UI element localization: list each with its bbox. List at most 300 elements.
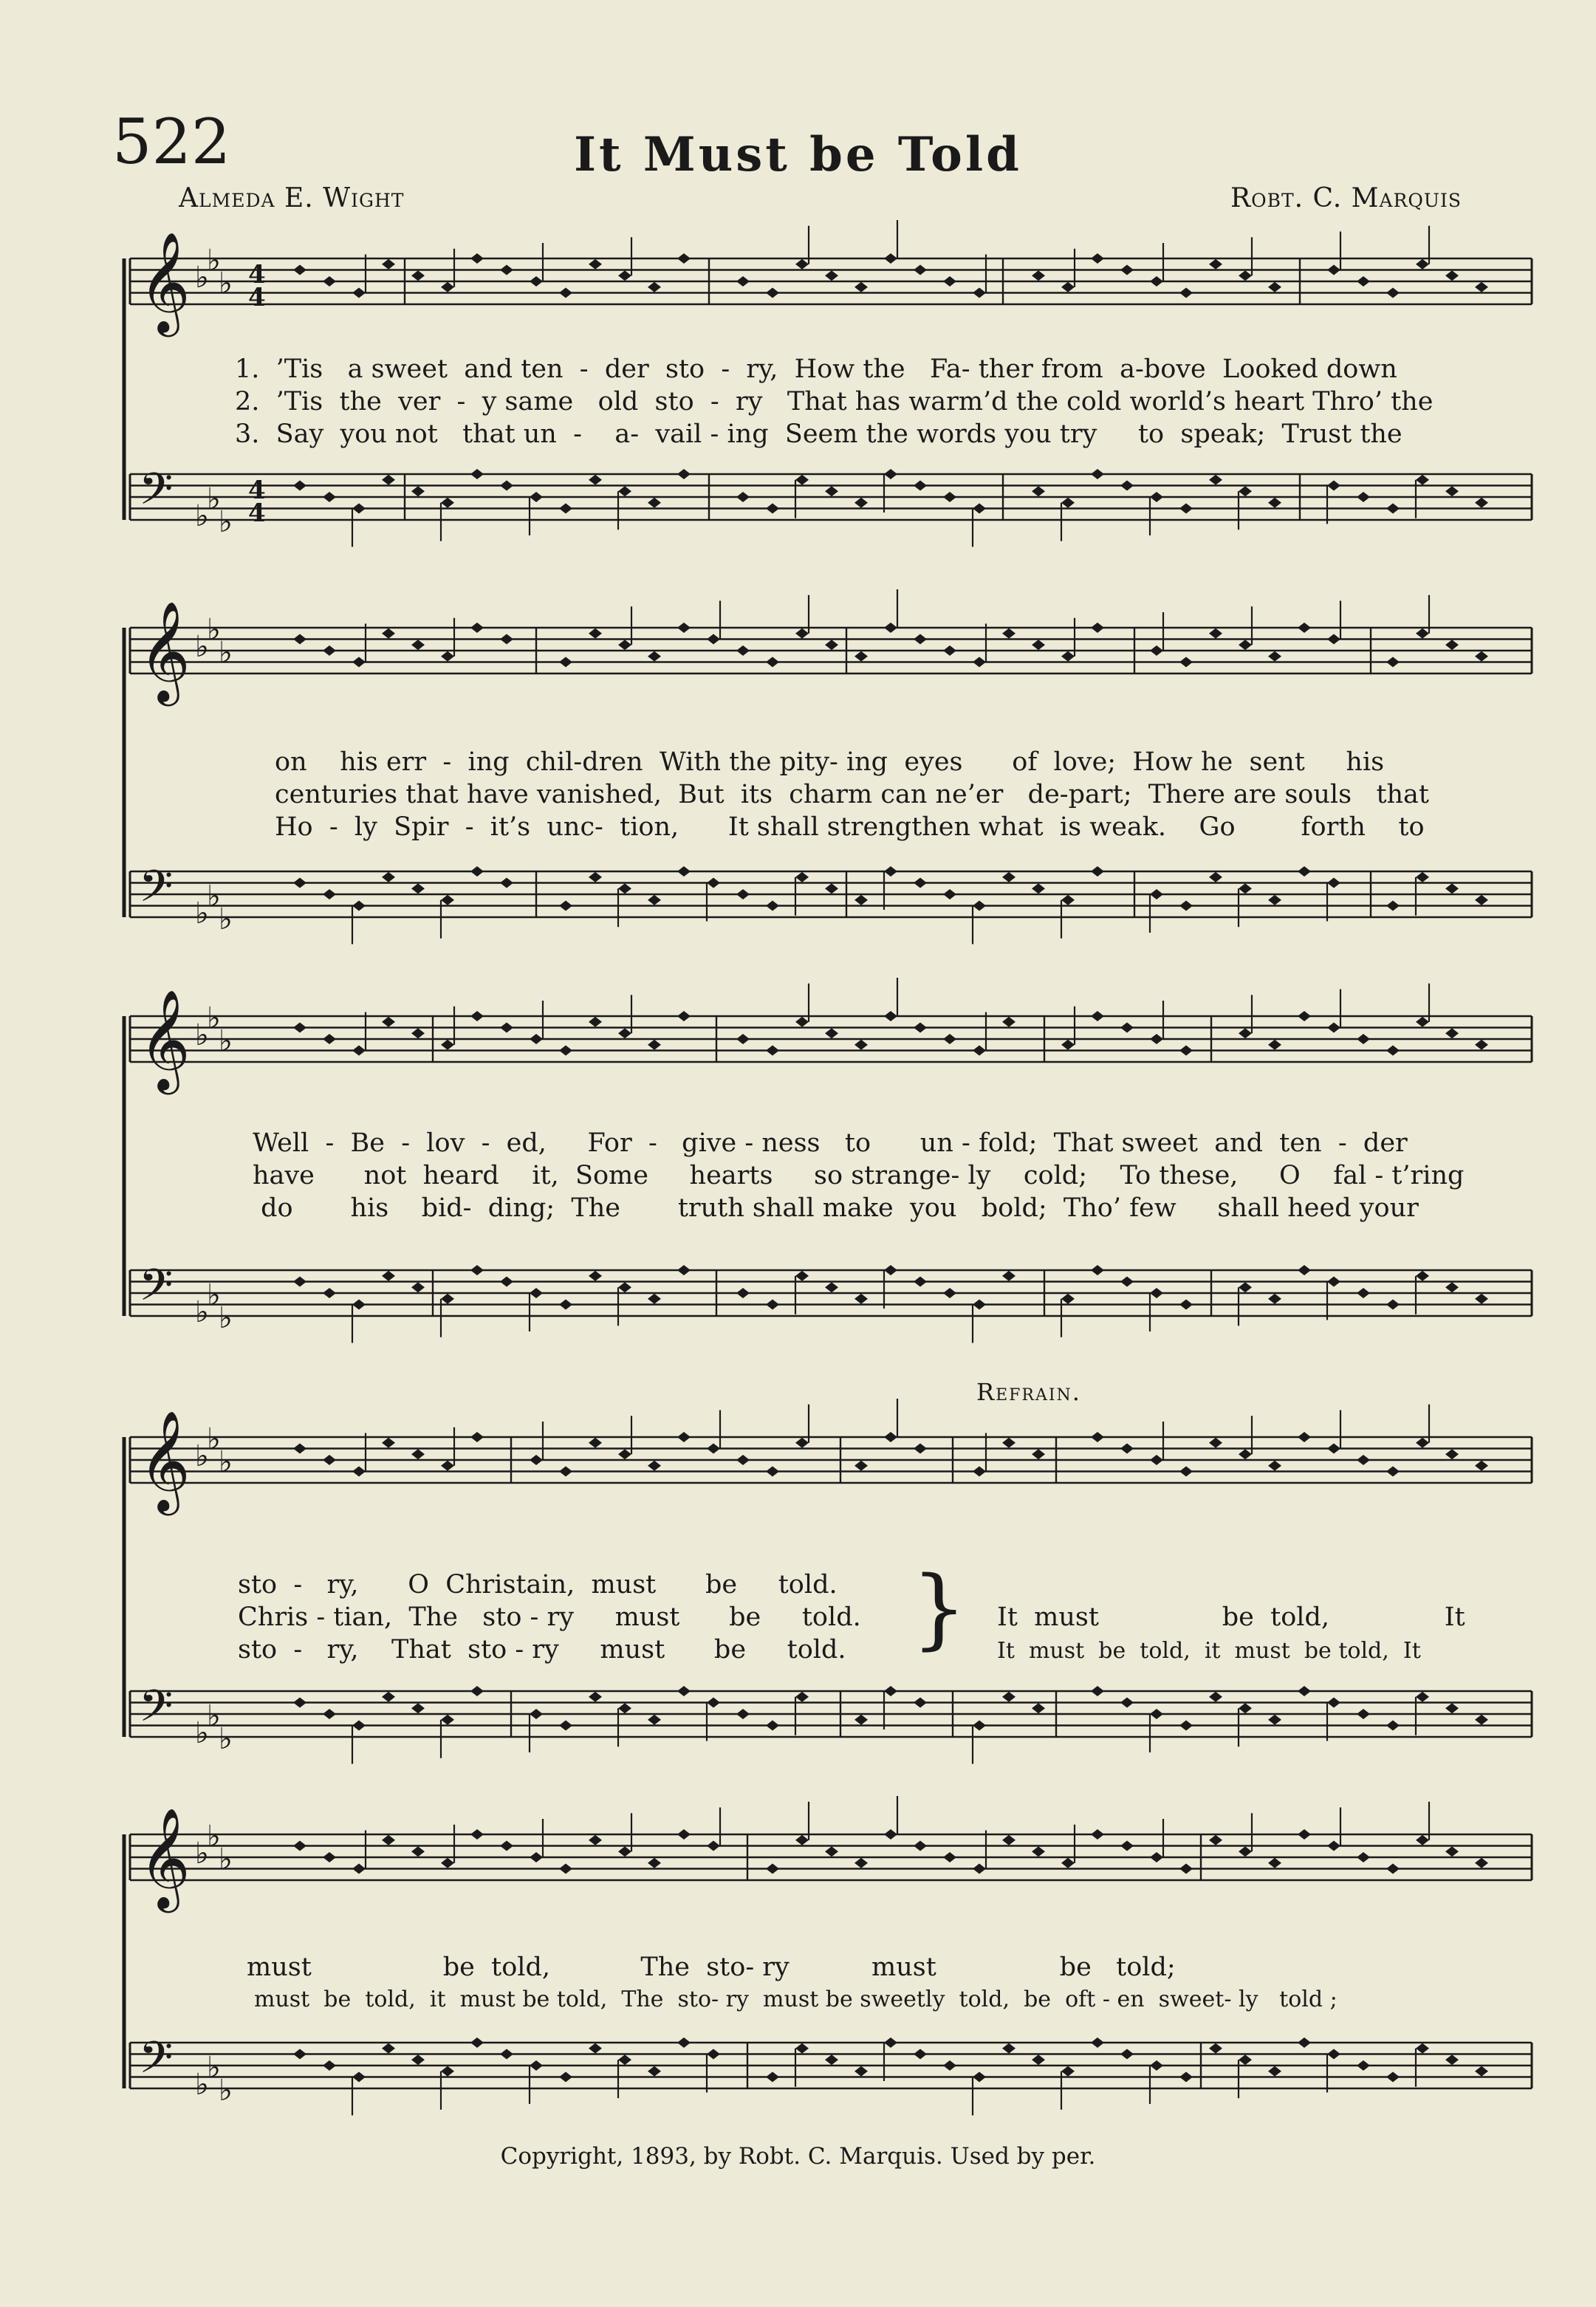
note-head	[825, 2054, 838, 2065]
note-head	[323, 492, 336, 502]
note-head	[530, 276, 543, 287]
note-head	[1386, 504, 1400, 514]
note-head	[411, 1703, 425, 1713]
note-head	[470, 253, 484, 264]
note-head	[589, 1271, 602, 1281]
lyric-verse-1: sto - ry, O Christain, must be told.	[238, 1570, 838, 1600]
note-head	[1179, 1046, 1193, 1056]
flat-icon: ♭	[207, 612, 221, 647]
note-head	[441, 2066, 454, 2077]
note-head	[1445, 2054, 1459, 2065]
note-head	[382, 1692, 395, 1702]
note-head	[1327, 1444, 1340, 1454]
note-head	[766, 1046, 779, 1056]
refrain-lyric-melody: must be told, The sto- ry must be told;	[247, 1953, 1176, 1982]
note-head	[648, 1858, 661, 1868]
note-head	[293, 481, 306, 491]
note-head	[854, 1715, 868, 1725]
flat-icon: ♭	[207, 243, 221, 278]
flat-icon: ♭	[219, 504, 233, 539]
note-head	[1416, 872, 1429, 882]
note-head	[648, 651, 661, 662]
note-head	[973, 288, 986, 298]
note-head	[973, 504, 986, 514]
note-head	[648, 1294, 661, 1304]
note-head	[766, 657, 779, 668]
flat-icon: ♭	[195, 1295, 209, 1329]
note-head	[1298, 623, 1311, 633]
note-head	[1239, 1449, 1252, 1459]
note-head	[589, 628, 602, 639]
note-head	[973, 657, 986, 668]
note-head	[1091, 469, 1104, 479]
note-head	[1032, 486, 1045, 496]
note-head	[323, 889, 336, 899]
note-head	[559, 504, 572, 514]
note-head	[914, 1277, 927, 1287]
note-head	[1061, 2066, 1075, 2077]
lyric-verse-2: centuries that have vanished, But its charm can ne’er de-part; There are souls that	[275, 780, 1429, 809]
flat-icon: ♭	[207, 1278, 221, 1312]
flat-icon: ♭	[195, 1018, 209, 1052]
note-head	[352, 1467, 366, 1477]
note-head	[1061, 1294, 1075, 1304]
note-head	[1357, 1709, 1370, 1719]
treble-clef-icon: 𝄞	[139, 1409, 191, 1511]
note-head	[1032, 640, 1045, 650]
note-head	[470, 2037, 484, 2048]
note-head	[411, 640, 425, 650]
note-head	[1120, 1841, 1134, 1851]
note-head	[825, 1846, 838, 1857]
note-head	[1150, 2060, 1163, 2071]
note-head	[500, 481, 513, 491]
note-head	[914, 481, 927, 491]
note-head	[1091, 1011, 1104, 1021]
note-head	[352, 901, 366, 911]
note-head	[825, 270, 838, 281]
note-head	[589, 1835, 602, 1845]
note-head	[1475, 1715, 1488, 1725]
note-head	[1150, 1852, 1163, 1862]
note-head	[559, 1300, 572, 1310]
note-head	[1268, 282, 1281, 292]
note-head	[1120, 265, 1134, 275]
note-head	[884, 253, 897, 264]
note-head	[352, 2072, 366, 2083]
note-head	[1091, 1829, 1104, 1840]
note-head	[1268, 895, 1281, 905]
lyric-verse-3: Ho - ly Spir - it’s unc- tion, It shall strengthen what is weak. Go forth to	[275, 812, 1425, 842]
note-head	[707, 1444, 720, 1454]
note-head	[766, 1721, 779, 1731]
note-head	[1475, 498, 1488, 508]
note-head	[382, 1438, 395, 1448]
note-head	[1239, 2054, 1252, 2065]
bass-clef-icon: 𝄢	[139, 2032, 174, 2094]
verse-brace: }	[911, 1557, 967, 1659]
note-head	[1268, 1858, 1281, 1868]
note-head	[1268, 498, 1281, 508]
note-head	[884, 1686, 897, 1696]
note-head	[352, 288, 366, 298]
note-head	[589, 475, 602, 485]
note-head	[530, 1455, 543, 1465]
note-head	[914, 2049, 927, 2060]
note-head	[766, 901, 779, 911]
note-head	[677, 1829, 691, 1840]
note-head	[618, 1449, 631, 1459]
note-head	[1298, 866, 1311, 877]
note-head	[707, 634, 720, 645]
note-head	[470, 623, 484, 633]
note-head	[1120, 481, 1134, 491]
flat-icon: ♭	[195, 630, 209, 664]
hymn-title: It Must be Told	[574, 127, 1022, 182]
note-head	[943, 889, 956, 899]
note-head	[766, 288, 779, 298]
note-head	[352, 657, 366, 668]
note-head	[382, 628, 395, 639]
note-head	[1091, 1432, 1104, 1442]
note-head	[1298, 2037, 1311, 2048]
note-head	[914, 265, 927, 275]
note-head	[441, 1040, 454, 1050]
note-head	[441, 1858, 454, 1868]
note-head	[1091, 253, 1104, 264]
refrain-lyric-bass: It must be told, it must be told, It	[997, 1638, 1421, 1664]
note-head	[382, 259, 395, 270]
note-head	[500, 878, 513, 888]
note-head	[766, 1300, 779, 1310]
note-head	[293, 1841, 306, 1851]
note-head	[1150, 1034, 1163, 1044]
note-head	[1150, 492, 1163, 502]
refrain-lyric-bass: must be told, it must be told, The sto- ry must be sweetly told, be oft - en sweet- ly told ;	[254, 1987, 1338, 2012]
note-head	[795, 259, 809, 270]
note-head	[1298, 1829, 1311, 1840]
treble-clef-icon: 𝄞	[139, 230, 191, 332]
note-head	[677, 469, 691, 479]
note-head	[1209, 2043, 1222, 2054]
note-head	[352, 1046, 366, 1056]
note-head	[854, 895, 868, 905]
note-head	[1445, 640, 1459, 650]
note-head	[1416, 1835, 1429, 1845]
note-head	[618, 486, 631, 496]
note-head	[411, 486, 425, 496]
note-head	[1032, 1846, 1045, 1857]
flat-icon: ♭	[219, 902, 233, 936]
note-head	[1268, 1294, 1281, 1304]
note-head	[411, 1282, 425, 1292]
note-head	[1298, 1265, 1311, 1275]
note-head	[441, 1461, 454, 1471]
note-head	[1179, 1864, 1193, 1874]
treble-clef-icon: 𝄞	[139, 1806, 191, 1908]
note-head	[323, 1288, 336, 1298]
refrain-lyric-melody: It must be told, It	[997, 1602, 1465, 1632]
note-head	[382, 872, 395, 882]
note-head	[1475, 2066, 1488, 2077]
note-head	[352, 1864, 366, 1874]
note-head	[382, 475, 395, 485]
note-head	[795, 1271, 809, 1281]
note-head	[1179, 2072, 1193, 2083]
note-head	[1327, 878, 1340, 888]
note-head	[1475, 651, 1488, 662]
note-head	[973, 1721, 986, 1731]
note-head	[411, 1449, 425, 1459]
note-head	[323, 2060, 336, 2071]
note-head	[1239, 270, 1252, 281]
flat-icon: ♭	[207, 1698, 221, 1733]
copyright-notice: Copyright, 1893, by Robt. C. Marquis. Used by per.	[500, 2143, 1096, 2170]
note-head	[323, 1034, 336, 1044]
note-head	[618, 270, 631, 281]
composer-credit: Robt. C. Marquis	[1230, 183, 1462, 213]
note-head	[618, 640, 631, 650]
note-head	[1179, 1467, 1193, 1477]
note-head	[795, 872, 809, 882]
note-head	[1386, 1864, 1400, 1874]
note-head	[441, 498, 454, 508]
note-head	[441, 895, 454, 905]
note-head	[1445, 883, 1459, 894]
lyric-verse-1: Well - Be - lov - ed, For - give - ness to un - fold; That sweet and ten - der	[253, 1128, 1408, 1158]
note-head	[1327, 481, 1340, 491]
note-head	[1239, 883, 1252, 894]
note-head	[470, 1686, 484, 1696]
note-head	[1061, 1040, 1075, 1050]
note-head	[884, 866, 897, 877]
note-head	[618, 1846, 631, 1857]
bass-clef-icon: 𝄢	[139, 463, 174, 525]
note-head	[854, 282, 868, 292]
flat-icon: ♭	[195, 2068, 209, 2102]
note-head	[1386, 1046, 1400, 1056]
note-head	[559, 1046, 572, 1056]
note-head	[589, 1692, 602, 1702]
note-head	[323, 1709, 336, 1719]
note-head	[1209, 872, 1222, 882]
note-head	[1150, 645, 1163, 656]
note-head	[677, 2037, 691, 2048]
note-head	[1416, 475, 1429, 485]
note-head	[1416, 2043, 1429, 2054]
note-head	[1327, 1698, 1340, 1708]
note-head	[411, 883, 425, 894]
note-head	[1209, 628, 1222, 639]
note-head	[323, 645, 336, 656]
note-head	[1239, 1028, 1252, 1038]
note-head	[884, 1265, 897, 1275]
note-head	[1179, 504, 1193, 514]
note-head	[293, 1277, 306, 1287]
bass-clef-icon: 𝄢	[139, 860, 174, 922]
note-head	[1002, 628, 1016, 639]
note-head	[1091, 1686, 1104, 1696]
note-head	[1416, 1017, 1429, 1027]
note-head	[1150, 1288, 1163, 1298]
note-head	[943, 645, 956, 656]
note-head	[766, 2072, 779, 2083]
note-head	[470, 1265, 484, 1275]
note-head	[736, 1455, 750, 1465]
flat-icon: ♭	[219, 635, 233, 670]
flat-icon: ♭	[207, 1422, 221, 1456]
note-head	[854, 1294, 868, 1304]
note-head	[1209, 1692, 1222, 1702]
note-head	[1416, 259, 1429, 270]
note-head	[1327, 265, 1340, 275]
note-head	[382, 2043, 395, 2054]
note-head	[1150, 276, 1163, 287]
note-head	[1327, 634, 1340, 645]
note-head	[973, 1467, 986, 1477]
note-head	[470, 469, 484, 479]
flat-icon: ♭	[207, 2050, 221, 2085]
author-credit: Almeda E. Wight	[179, 183, 405, 213]
note-head	[943, 276, 956, 287]
flat-icon: ♭	[195, 1716, 209, 1750]
note-head	[1120, 1698, 1134, 1708]
note-head	[1327, 1277, 1340, 1287]
note-head	[1445, 1028, 1459, 1038]
note-head	[1061, 282, 1075, 292]
note-head	[766, 504, 779, 514]
note-head	[648, 498, 661, 508]
note-head	[352, 1721, 366, 1731]
note-head	[293, 634, 306, 645]
note-head	[1357, 1852, 1370, 1862]
note-head	[736, 1288, 750, 1298]
note-head	[382, 1835, 395, 1845]
note-head	[943, 1852, 956, 1862]
note-head	[470, 866, 484, 877]
note-head	[1061, 1858, 1075, 1868]
note-head	[1239, 486, 1252, 496]
note-head	[1386, 901, 1400, 911]
note-head	[736, 492, 750, 502]
note-head	[618, 2054, 631, 2065]
note-head	[559, 2072, 572, 2083]
note-head	[973, 1046, 986, 1056]
note-head	[1032, 883, 1045, 894]
note-head	[1475, 1040, 1488, 1050]
note-head	[1445, 1703, 1459, 1713]
note-head	[1386, 1300, 1400, 1310]
note-head	[1445, 1846, 1459, 1857]
note-head	[1268, 1715, 1281, 1725]
note-head	[500, 634, 513, 645]
note-head	[943, 1288, 956, 1298]
note-head	[707, 1841, 720, 1851]
note-head	[736, 276, 750, 287]
note-head	[1357, 1034, 1370, 1044]
lyric-verse-3: 3. Say you not that un - a- vail - ing Seem the words you try to speak; Trust the	[235, 419, 1403, 449]
note-head	[1091, 2037, 1104, 2048]
note-head	[618, 1282, 631, 1292]
note-head	[1357, 2060, 1370, 2071]
note-head	[441, 1715, 454, 1725]
note-head	[352, 504, 366, 514]
note-head	[530, 1852, 543, 1862]
note-head	[530, 1709, 543, 1719]
note-head	[825, 1282, 838, 1292]
note-head	[707, 1698, 720, 1708]
bass-clef-icon: 𝄢	[139, 1680, 174, 1742]
note-head	[1209, 475, 1222, 485]
note-head	[884, 469, 897, 479]
note-head	[766, 1864, 779, 1874]
note-head	[914, 1841, 927, 1851]
note-head	[411, 1846, 425, 1857]
note-head	[1386, 288, 1400, 298]
note-head	[559, 901, 572, 911]
note-head	[1445, 1282, 1459, 1292]
note-head	[1002, 872, 1016, 882]
flat-icon: ♭	[219, 2073, 233, 2108]
note-head	[1327, 1023, 1340, 1033]
note-head	[1120, 1444, 1134, 1454]
note-head	[914, 1023, 927, 1033]
bass-clef-icon: 𝄢	[139, 1259, 174, 1321]
note-head	[1179, 1300, 1193, 1310]
note-head	[500, 1841, 513, 1851]
flat-icon: ♭	[195, 1439, 209, 1473]
flat-icon: ♭	[195, 499, 209, 533]
note-head	[559, 657, 572, 668]
lyric-verse-1: 1. ’Tis a sweet and ten - der sto - ry, How the Fa- ther from a-bove Looked down	[235, 354, 1397, 384]
flat-icon: ♭	[207, 1819, 221, 1854]
flat-icon: ♭	[219, 1024, 233, 1058]
note-head	[677, 866, 691, 877]
note-head	[884, 1432, 897, 1442]
note-head	[1209, 1835, 1222, 1845]
note-head	[1061, 498, 1075, 508]
note-head	[1120, 2049, 1134, 2060]
note-head	[1150, 1709, 1163, 1719]
note-head	[677, 623, 691, 633]
note-head	[854, 1040, 868, 1050]
note-head	[1268, 1461, 1281, 1471]
note-head	[677, 1265, 691, 1275]
note-head	[854, 1461, 868, 1471]
note-head	[1179, 288, 1193, 298]
note-head	[795, 2043, 809, 2054]
note-head	[1150, 889, 1163, 899]
note-head	[530, 1034, 543, 1044]
note-head	[1239, 1282, 1252, 1292]
note-head	[973, 1864, 986, 1874]
note-head	[854, 2066, 868, 2077]
note-head	[736, 645, 750, 656]
note-head	[1416, 628, 1429, 639]
note-head	[1239, 1846, 1252, 1857]
flat-icon: ♭	[207, 481, 221, 516]
note-head	[323, 276, 336, 287]
note-head	[382, 1017, 395, 1027]
note-head	[470, 1432, 484, 1442]
note-head	[1209, 259, 1222, 270]
note-head	[559, 1467, 572, 1477]
note-head	[352, 1300, 366, 1310]
note-head	[441, 651, 454, 662]
note-head	[559, 288, 572, 298]
note-head	[1032, 2054, 1045, 2065]
note-head	[530, 2060, 543, 2071]
